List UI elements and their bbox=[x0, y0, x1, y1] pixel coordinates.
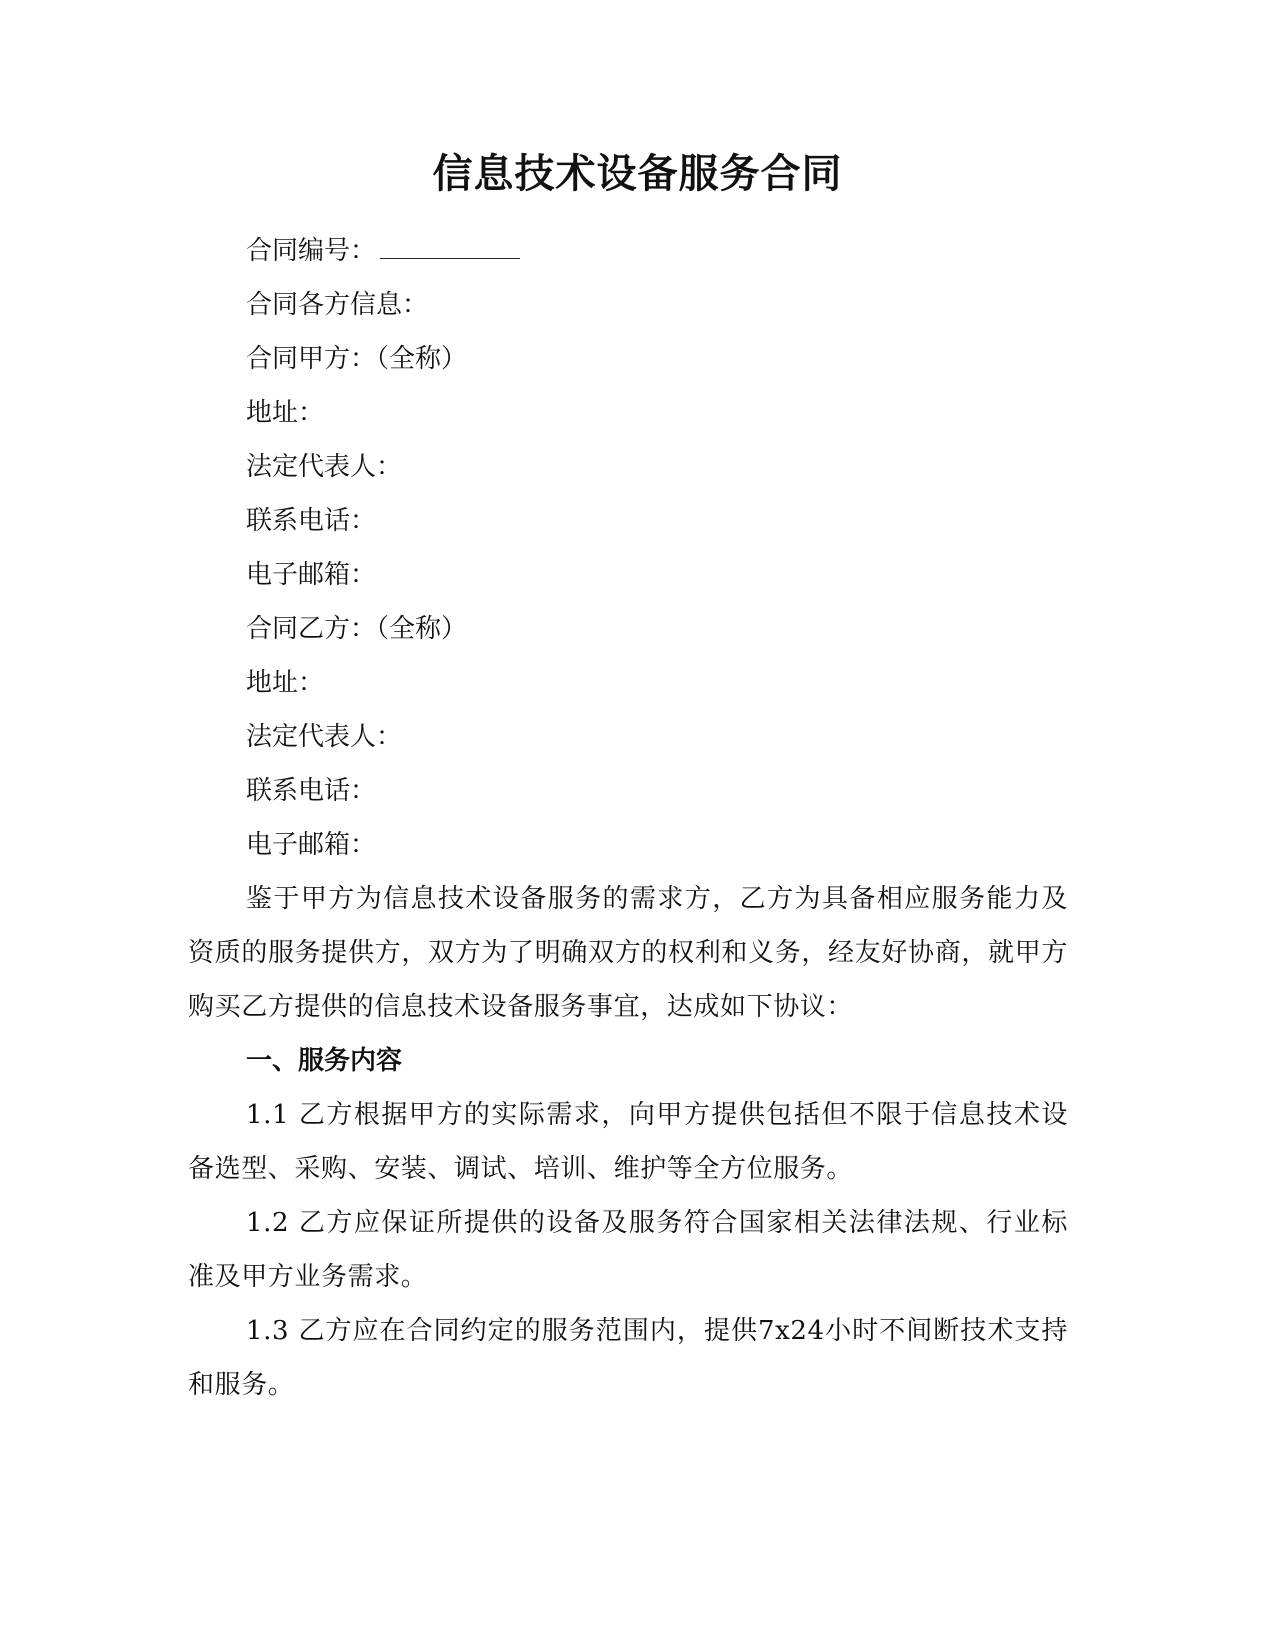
party-b-phone: 联系电话： bbox=[246, 776, 377, 806]
party-b-address: 地址： bbox=[246, 668, 325, 698]
parties-label: 合同各方信息： bbox=[246, 290, 429, 320]
clause-1-2: 1.2 乙方应保证所提供的设备及服务符合国家相关法律法规、行业标准及甲方业务需求。 bbox=[188, 1208, 1068, 1292]
party-a-label: 合同甲方：（全称） bbox=[246, 344, 468, 374]
clause-1-3: 1.3 乙方应在合同约定的服务范围内，提供7x24小时不间断技术支持和服务。 bbox=[188, 1316, 1068, 1400]
party-a-email: 电子邮箱： bbox=[246, 560, 377, 590]
party-a-phone: 联系电话： bbox=[246, 506, 377, 536]
contract-number-label: 合同编号： bbox=[246, 236, 377, 266]
section-1-heading: 一、服务内容 bbox=[246, 1046, 403, 1076]
document-body bbox=[188, 224, 1068, 1412]
party-b-legal-rep: 法定代表人： bbox=[246, 722, 403, 752]
contract-number-line bbox=[188, 224, 1068, 278]
preamble-paragraph: 鉴于甲方为信息技术设备服务的需求方，乙方为具备相应服务能力及资质的服务提供方，双方为了明确双方的权利和义务，经友好协商，就甲方购买乙方提供的信息技术设备服务事宜，达成如下协议： bbox=[188, 884, 1068, 1022]
contract-number-blank bbox=[380, 228, 520, 259]
party-b-label: 合同乙方：（全称） bbox=[246, 614, 468, 644]
party-a-address: 地址： bbox=[246, 398, 325, 428]
clause-1-1: 1.1 乙方根据甲方的实际需求，向甲方提供包括但不限于信息技术设备选型、采购、安装、调试、培训、维护等全方位服务。 bbox=[188, 1100, 1068, 1184]
document-title: 信息技术设备服务合同 bbox=[432, 150, 843, 197]
party-b-email: 电子邮箱： bbox=[246, 830, 377, 860]
party-a-legal-rep: 法定代表人： bbox=[246, 452, 403, 482]
